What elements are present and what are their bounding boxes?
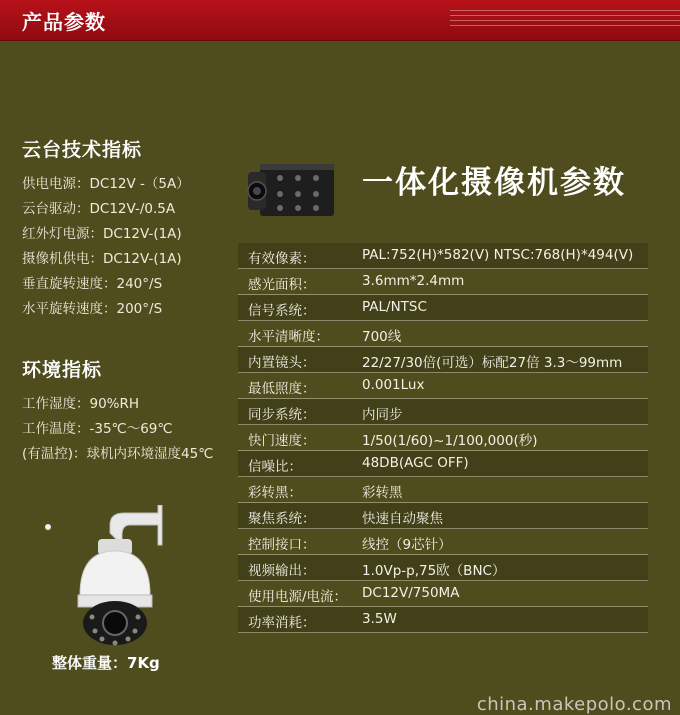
camera-params-table [238,243,648,633]
table-row [238,243,648,269]
table-row [238,269,648,295]
ptz-spec: 红外灯电源：DC12V-(1A) [22,226,182,242]
total-weight: 整体重量：7Kg [52,654,160,672]
table-row [238,477,648,503]
param-key: 快门速度： [248,433,316,449]
table-row [238,529,648,555]
param-value: 线控（9芯针） [362,537,452,553]
ptz-spec: 水平旋转速度：200°/S [22,301,163,317]
param-value: 48DB(AGC OFF) [362,455,469,471]
param-value: 快速自动聚焦 [362,511,443,527]
env-spec: 工作温度：-35℃～69℃ [22,421,173,437]
table-row [238,555,648,581]
param-key: 使用电源/电流： [248,589,348,605]
table-row [238,399,648,425]
ptz-spec: 垂直旋转速度：240°/S [22,276,163,292]
param-value: 22/27/30倍(可选）标配27倍 3.3～99mm [362,355,623,371]
header-stripes [450,10,680,28]
ptz-spec: 摄像机供电：DC12V-(1A) [22,251,182,267]
param-key: 彩转黑： [248,485,302,501]
param-key: 同步系统： [248,407,316,423]
dome-camera-image [40,505,180,650]
param-value: 1.0Vp-p,75欧（BNC） [362,563,506,579]
param-key: 感光面积： [248,277,316,293]
param-key: 有效像素： [248,251,316,267]
param-key: 控制接口： [248,537,316,553]
param-key: 视频输出： [248,563,316,579]
param-value: 1/50(1/60)~1/100,000(秒) [362,433,538,449]
param-key: 水平清晰度： [248,329,329,345]
camera-params-title: 一体化摄像机参数 [362,165,626,201]
table-row [238,321,648,347]
env-spec: (有温控)：球机内环境湿度45℃ [22,446,214,462]
section-header [0,0,680,41]
param-value: 700线 [362,329,402,345]
table-row [238,295,648,321]
param-key: 最低照度： [248,381,316,397]
table-row [238,425,648,451]
table-row [238,373,648,399]
watermark: china.makepolo.com [476,694,672,715]
param-value: PAL:752(H)*582(V) NTSC:768(H)*494(V) [362,247,634,263]
param-key: 信号系统： [248,303,316,319]
header-title: 产品参数 [22,10,106,34]
env-title: 环境指标 [22,359,103,381]
ptz-spec: 云台驱动：DC12V-/0.5A [22,201,176,217]
param-key: 内置镜头： [248,355,316,371]
table-row [238,581,648,607]
table-row [238,503,648,529]
param-key: 功率消耗： [248,615,316,631]
param-value: 0.001Lux [362,377,425,393]
param-value: 彩转黑 [362,485,403,501]
param-value: PAL/NTSC [362,299,427,315]
param-value: 3.6mm*2.4mm [362,273,465,289]
table-row [238,451,648,477]
ptz-title: 云台技术指标 [22,139,143,161]
param-key: 聚焦系统： [248,511,316,527]
table-row [238,347,648,373]
param-value: 内同步 [362,407,403,423]
camera-module-image [246,158,338,222]
param-value: 3.5W [362,611,397,627]
env-spec: 工作湿度：90%RH [22,396,140,412]
table-row [238,607,648,633]
param-value: DC12V/750MA [362,585,460,601]
param-key: 信噪比： [248,459,302,475]
ptz-spec: 供电电源：DC12V -（5A） [22,176,190,192]
